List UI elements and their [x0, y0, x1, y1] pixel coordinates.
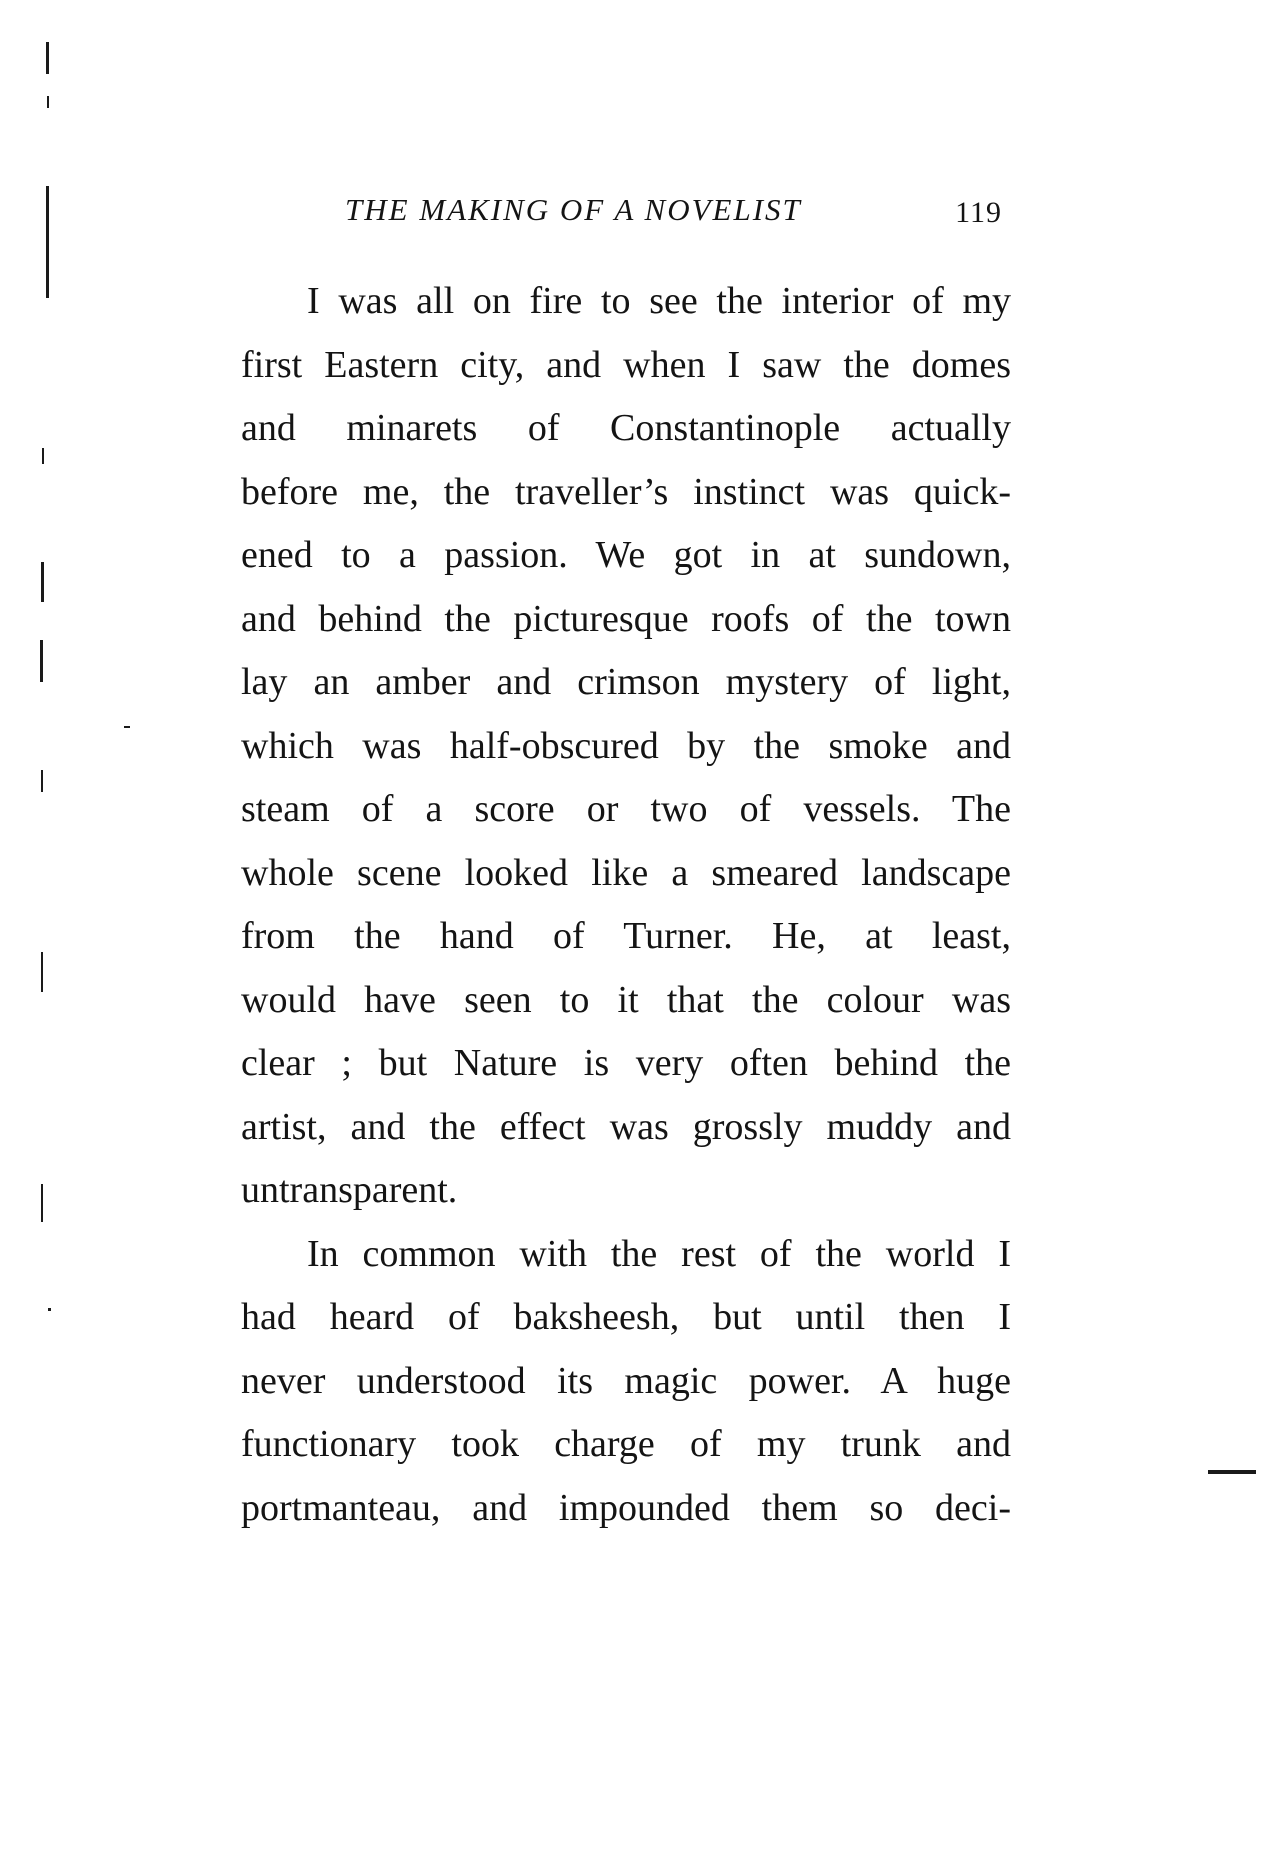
scan-margin-mark [48, 1308, 51, 1311]
text-line: artist, and the effect was grossly muddy and [241, 1105, 1011, 1148]
text-line: first Eastern city, and when I saw the domes [241, 343, 1011, 386]
text-line: which was half-obscured by the smoke and [241, 724, 1011, 767]
scan-margin-mark [41, 770, 43, 792]
text-line: In common with the rest of the world I [307, 1232, 1011, 1275]
body-text [241, 270, 1011, 1540]
text-line: whole scene looked like a smeared landscape [241, 851, 1011, 894]
text-line: never understood its magic power. A huge [241, 1359, 1011, 1402]
scan-margin-mark [41, 562, 44, 602]
text-line: portmanteau, and impounded them so deci- [241, 1486, 1011, 1529]
text-line: had heard of baksheesh, but until then I [241, 1296, 1011, 1338]
page-header [345, 192, 1002, 232]
scan-margin-mark [124, 726, 130, 728]
page-number: 119 [955, 196, 1002, 229]
text-line: would have seen to it that the colour was [241, 978, 1011, 1021]
scan-margin-mark [46, 186, 49, 298]
scan-margin-mark [40, 640, 43, 682]
text-line: and minarets of Constantinople actually [241, 407, 1011, 449]
text-line: untransparent. [241, 1169, 458, 1211]
text-line: from the hand of Turner. He, at least, [241, 915, 1011, 957]
text-line: clear ; but Nature is very often behind the [241, 1042, 1011, 1084]
scan-margin-mark [47, 96, 49, 108]
scan-margin-mark [42, 448, 44, 464]
scan-margin-mark [1208, 1470, 1256, 1474]
text-line: lay an amber and crimson mystery of light, [241, 661, 1011, 703]
text-line: functionary took charge of my trunk and [241, 1423, 1011, 1465]
text-line: before me, the traveller’s instinct was quick- [241, 470, 1011, 513]
running-title: THE MAKING OF A NOVELIST [345, 192, 802, 227]
scan-margin-mark [41, 952, 43, 992]
scan-margin-mark [46, 42, 49, 74]
text-line: ened to a passion. We got in at sundown, [241, 534, 1011, 576]
text-line: and behind the picturesque roofs of the town [241, 597, 1011, 640]
scan-margin-mark [41, 1184, 43, 1222]
text-line: I was all on fire to see the interior of my [307, 280, 1011, 322]
text-line: steam of a score or two of vessels. The [241, 788, 1011, 830]
